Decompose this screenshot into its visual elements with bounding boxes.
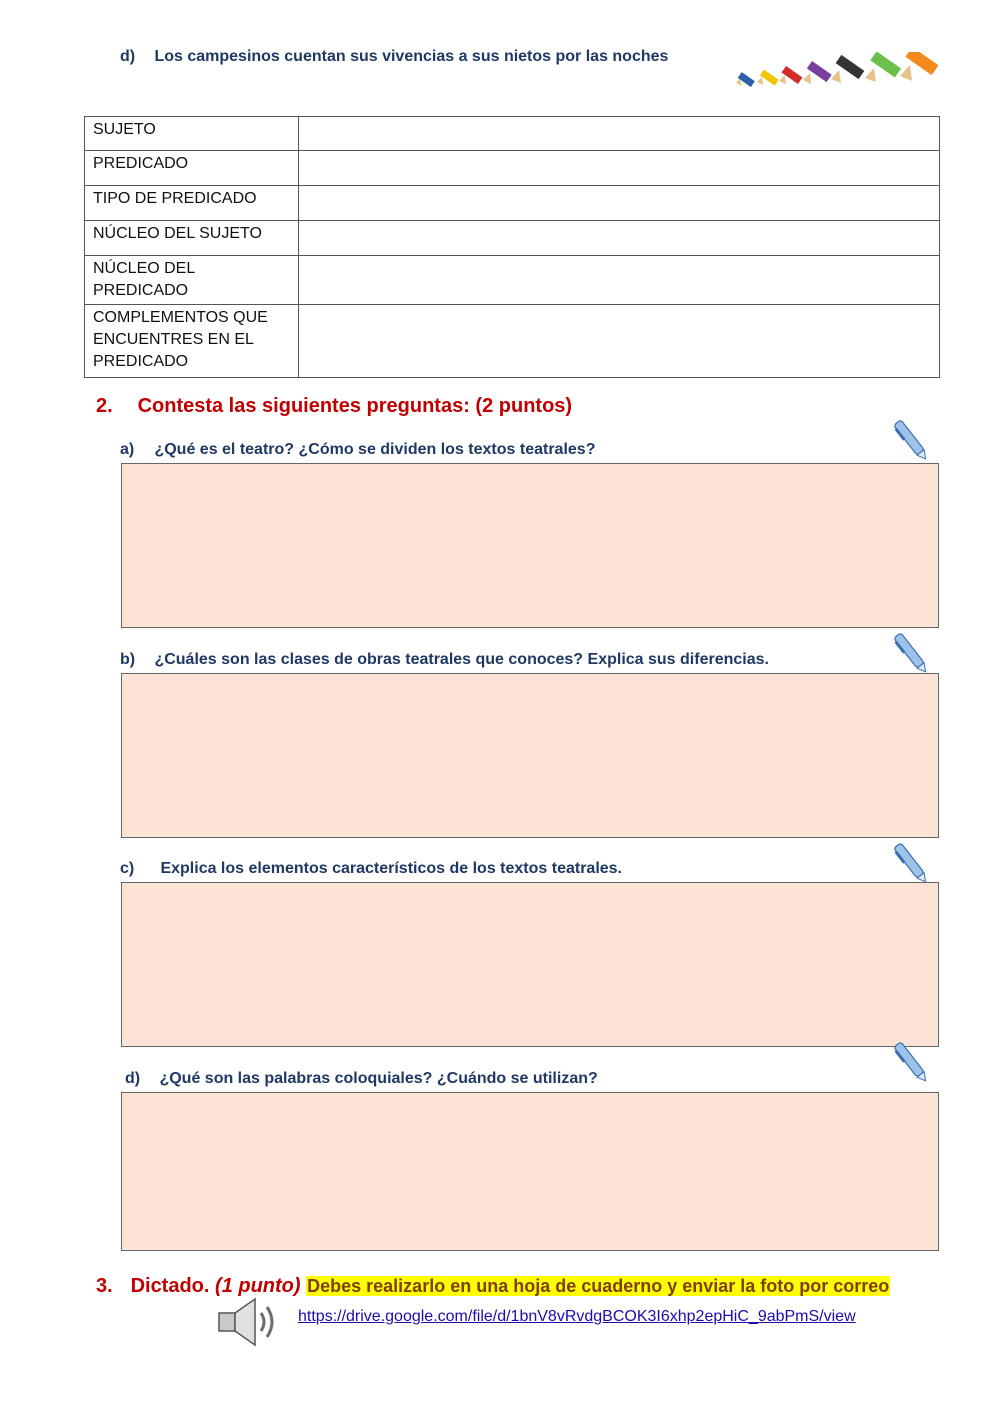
- pen-icon: [893, 839, 929, 889]
- pencils-icon: [730, 52, 945, 97]
- speaker-icon[interactable]: [215, 1293, 283, 1351]
- answer-box-a[interactable]: [121, 463, 939, 628]
- table-row: [85, 151, 940, 186]
- question-a-label: a): [120, 441, 135, 458]
- row-label-sujeto: SUJETO: [85, 117, 299, 151]
- question-a-text: ¿Qué es el teatro? ¿Cómo se dividen los textos teatrales?: [154, 441, 596, 458]
- answer-box-d[interactable]: [121, 1092, 939, 1251]
- table-row: [85, 256, 940, 305]
- answer-cell-nucleo-predicado[interactable]: [299, 256, 940, 305]
- answer-cell-sujeto[interactable]: [299, 117, 940, 151]
- row-label-line: COMPLEMENTOS QUE: [93, 309, 268, 326]
- pencil-orange-icon: [900, 52, 939, 81]
- dictation-audio-link[interactable]: https://drive.google.com/file/d/1bnV8vRvdgBCOK3I6xhp2epHiC_9abPmS/view: [298, 1308, 856, 1325]
- question-c-label: c): [120, 860, 135, 877]
- answer-cell-predicado[interactable]: [299, 151, 940, 186]
- question-b: [120, 651, 769, 669]
- question-c: [120, 860, 622, 878]
- row-label-nucleo-predicado: NÚCLEO DEL PREDICADO: [85, 256, 299, 305]
- question-d-text: ¿Qué son las palabras coloquiales? ¿Cuándo se utilizan?: [159, 1070, 598, 1087]
- question-b-label: b): [120, 651, 136, 668]
- row-label-complementos: [85, 305, 299, 378]
- sentence-analysis-table: [84, 116, 940, 378]
- section-2-title: Contesta las siguientes preguntas: (2 puntos): [137, 395, 573, 417]
- section-3-note: Debes realizarlo en una hoja de cuaderno y enviar la foto por correo: [307, 1276, 890, 1296]
- exercise-d-sentence: [120, 48, 668, 66]
- row-label-line: PREDICADO: [93, 353, 189, 370]
- answer-box-b[interactable]: [121, 673, 939, 838]
- row-label-predicado: PREDICADO: [85, 151, 299, 186]
- exercise-d-text: Los campesinos cuentan sus vivencias a sus nietos por las noches: [154, 48, 669, 65]
- answer-box-c[interactable]: [121, 882, 939, 1047]
- section-2-number: 2.: [96, 395, 113, 417]
- pencil-red-icon: [779, 66, 802, 84]
- answer-cell-tipo-predicado[interactable]: [299, 186, 940, 221]
- table-row: [85, 305, 940, 378]
- row-label-line: ENCUENTRES EN EL: [93, 331, 254, 348]
- pencil-yellow-icon: [757, 70, 779, 86]
- table-row: [85, 186, 940, 221]
- row-label-nucleo-sujeto: NÚCLEO DEL SUJETO: [85, 221, 299, 256]
- pen-icon: [893, 1038, 929, 1088]
- answer-cell-complementos[interactable]: [299, 305, 940, 378]
- table-row: [85, 117, 940, 151]
- exercise-d-label: d): [120, 48, 136, 65]
- question-d: [125, 1070, 598, 1088]
- pencil-black-icon: [831, 55, 864, 83]
- row-label-tipo-predicado: TIPO DE PREDICADO: [85, 186, 299, 221]
- question-d-label: d): [125, 1070, 141, 1087]
- answer-cell-nucleo-sujeto[interactable]: [299, 221, 940, 256]
- pen-icon: [893, 416, 929, 466]
- section-3-number: 3.: [96, 1275, 113, 1297]
- pencil-blue-icon: [736, 72, 755, 87]
- table-row: [85, 221, 940, 256]
- pencil-green-icon: [865, 52, 901, 82]
- section-3-points: (1 punto): [215, 1275, 301, 1297]
- pencil-purple-icon: [803, 61, 832, 84]
- question-c-text: Explica los elementos característicos de los textos teatrales.: [160, 860, 622, 877]
- section-3-title: Dictado.: [130, 1275, 210, 1297]
- pen-icon: [893, 629, 929, 679]
- section-2-heading: [96, 395, 572, 418]
- question-a: [120, 441, 595, 459]
- question-b-text: ¿Cuáles son las clases de obras teatrales que conoces? Explica sus diferencias.: [154, 651, 769, 668]
